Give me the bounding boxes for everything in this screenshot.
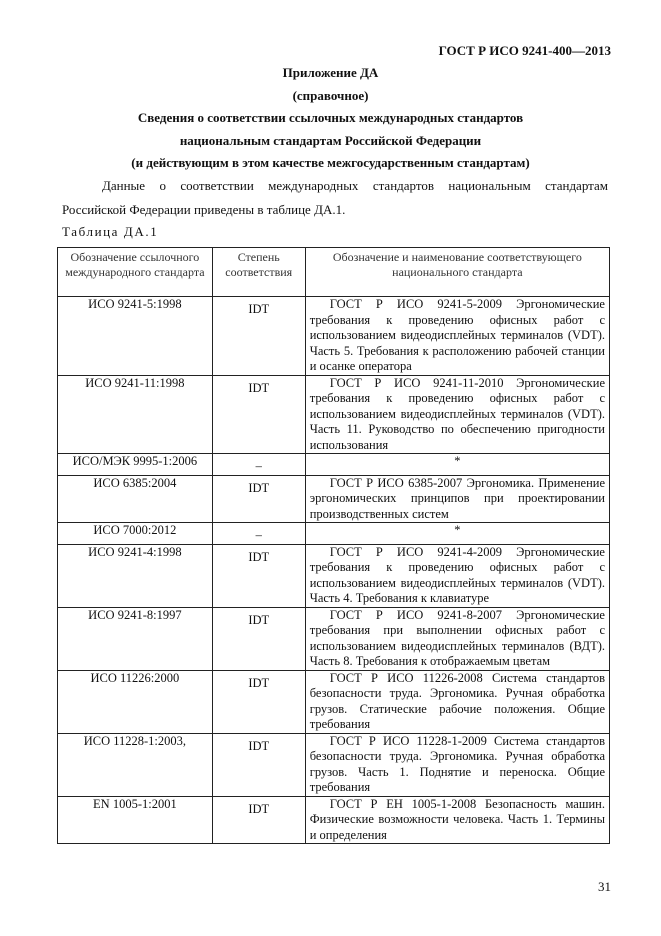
national-standard-cell: ГОСТ Р ИСО 9241-11-2010 Эргономические требования к проведению офисных работ с использованием видеодисплейных терминалов (VDT). Часть 11. Руководство по обеспечению пригодности использования: [305, 375, 609, 454]
degree-cell: IDT: [212, 607, 305, 670]
table-caption: Таблица ДА.1: [62, 224, 159, 239]
table-row: [58, 733, 610, 796]
page-number: 31: [598, 879, 611, 894]
intl-standard-cell: ИСО/МЭК 9995-1:2006: [58, 454, 213, 476]
table-row: [58, 796, 610, 844]
intl-standard-cell: ИСО 9241-8:1997: [58, 607, 213, 670]
intl-standard-cell: ИСО 9241-4:1998: [58, 544, 213, 607]
degree-cell: –: [212, 454, 305, 476]
intl-standard-cell: ИСО 9241-11:1998: [58, 375, 213, 454]
table-header-row: [58, 248, 610, 297]
intl-standard-cell: ИСО 7000:2012: [58, 523, 213, 545]
intro-line-1: Данные о соответствии международных стандартов национальным стандартам: [102, 178, 608, 193]
table-row: [58, 297, 610, 376]
national-standard-cell: ГОСТ Р ИСО 11228-1-2009 Система стандартов безопасности труда. Эргономика. Ручная обработка грузов. Часть 1. Поднятие и переноска. Общие требования: [305, 733, 609, 796]
degree-cell: IDT: [212, 733, 305, 796]
table-row: [58, 544, 610, 607]
intro-paragraph: [62, 174, 608, 222]
table-row: [58, 523, 610, 545]
table-row: [58, 375, 610, 454]
degree-cell: –: [212, 523, 305, 545]
national-standard-cell: ГОСТ Р ИСО 9241-4-2009 Эргономические требования к проведению офисных работ с использованием видеодисплейных терминалов (VDT). Часть 4. Требования к клавиатуре: [305, 544, 609, 607]
degree-cell: IDT: [212, 297, 305, 376]
national-standard-cell: ГОСТ Р ЕН 1005-1-2008 Безопасность машин. Физические возможности человека. Часть 1. Термины и определения: [305, 796, 609, 844]
header-degree-of-conformity: Степень соответствия: [212, 248, 305, 297]
intro-line-2: Российской Федерации приведены в таблице ДА.1.: [62, 202, 346, 217]
degree-cell: IDT: [212, 796, 305, 844]
national-standard-cell: ГОСТ Р ИСО 6385-2007 Эргономика. Применение эргономических принципов при проектировании производственных систем: [305, 475, 609, 523]
table-row: [58, 670, 610, 733]
correspondence-table: [57, 247, 610, 844]
intl-standard-cell: EN 1005-1:2001: [58, 796, 213, 844]
national-standard-cell: ГОСТ Р ИСО 9241-5-2009 Эргономические требования к проведению офисных работ с использованием видеодисплейных терминалов (VDT). Часть 5. Требования к расположению рабочей станции и осанке оператора: [305, 297, 609, 376]
national-standard-cell: *: [305, 523, 609, 545]
document-code: ГОСТ Р ИСО 9241-400—2013: [438, 43, 611, 58]
appendix-title: Приложение ДА: [282, 65, 379, 80]
national-standard-cell: ГОСТ Р ИСО 9241-8-2007 Эргономические требования при выполнении офисных работ с использованием видеодисплейных терминалов (ВДТ). Часть 8. Требования к отображаемым цветам: [305, 607, 609, 670]
degree-cell: IDT: [212, 375, 305, 454]
national-standard-cell: ГОСТ Р ИСО 11226-2008 Система стандартов безопасности труда. Эргономика. Ручная обработка грузов. Статические рабочие положения. Общие требования: [305, 670, 609, 733]
intl-standard-cell: ИСО 9241-5:1998: [58, 297, 213, 376]
header-international-standard: Обозначение ссылочного международного стандарта: [58, 248, 213, 297]
table-row: [58, 454, 610, 476]
intl-standard-cell: ИСО 11228-1:2003,: [58, 733, 213, 796]
table-row: [58, 607, 610, 670]
appendix-heading-line-2: национальным стандартам Российской Федерации: [179, 133, 482, 148]
header-national-standard: Обозначение и наименование соответствующего национального стандарта: [305, 248, 609, 297]
degree-cell: IDT: [212, 475, 305, 523]
intl-standard-cell: ИСО 11226:2000: [58, 670, 213, 733]
table-row: [58, 475, 610, 523]
national-standard-cell: *: [305, 454, 609, 476]
appendix-heading-line-3: (и действующим в этом качестве межгосударственным стандартам): [131, 155, 530, 170]
degree-cell: IDT: [212, 544, 305, 607]
intl-standard-cell: ИСО 6385:2004: [58, 475, 213, 523]
appendix-type: (справочное): [292, 88, 369, 103]
appendix-heading-line-1: Сведения о соответствии ссылочных международных стандартов: [137, 110, 524, 125]
degree-cell: IDT: [212, 670, 305, 733]
